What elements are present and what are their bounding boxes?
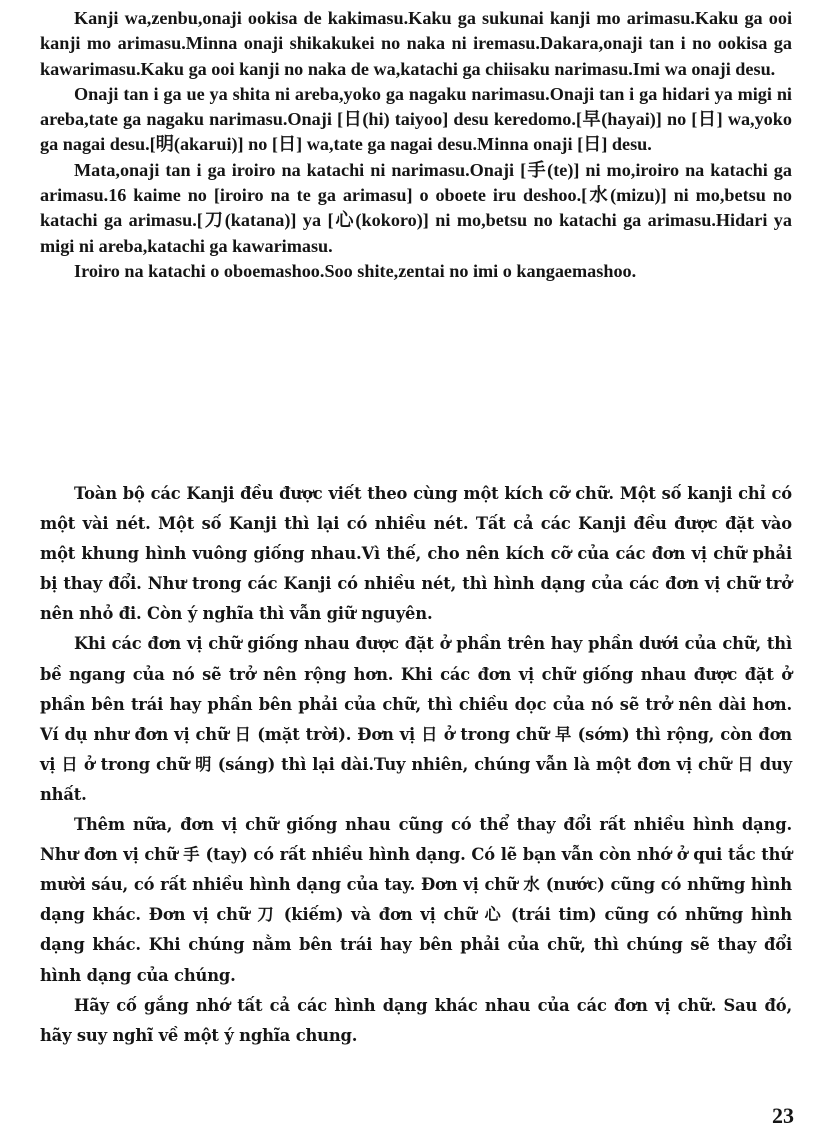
romaji-paragraph-3: Mata,onaji tan i ga iroiro na katachi ni narimasu.Onaji [手(te)] ni mo,iroiro na katachi ga arimasu.16 kaime no [iroiro na te ga arimasu] o oboete iru deshoo.[水(mizu)] ni mo,betsu no katachi ga arimasu.[刀(katana)] ya [心(kokoro)] ni mo,betsu no katachi ga arimasu.Hidari ya migi ni areba,katachi ga kawarimasu.	[40, 159, 792, 256]
page-number: 23	[772, 1104, 794, 1123]
romaji-paragraph-4: Iroiro na katachi o oboemashoo.Soo shite,zentai no imi o kangaemashoo.	[74, 260, 637, 281]
vietnamese-paragraph-3: Thêm nữa, đơn vị chữ giống nhau cũng có thể thay đổi rất nhiều hình dạng. Như đơn vị chữ 手 (tay) có rất nhiều hình dạng. Có lẽ bạn vẫn còn nhớ ở qui tắc thứ mười sáu, có rất nhiều hình dạng của tay. Đơn vị chữ 水 (nước) cũng có những hình dạng khác. Đơn vị chữ 刀 (kiếm) và đơn vị chữ 心 (trái tim) cũng có những hình dạng khác. Khi chúng nằm bên trái hay bên phải của chữ, thì chúng sẽ thay đổi hình dạng của chúng.	[40, 815, 792, 985]
vietnamese-text-section	[40, 479, 792, 1051]
vietnamese-paragraph-2: Khi các đơn vị chữ giống nhau được đặt ở phần trên hay phần dưới của chữ, thì bề ngang của nó sẽ trở nên rộng hơn. Khi các đơn vị chữ giống nhau được đặt ở phần bên trái hay phần bên phải của chữ, thì chiều dọc của nó sẽ trở nên dài hơn. Ví dụ như đơn vị chữ 日 (mặt trời). Đơn vị 日 ở trong chữ 早 (sớm) thì rộng, còn đơn vị 日 ở trong chữ 明 (sáng) thì lại dài.Tuy nhiên, chúng vẫn là một đơn vị chữ 日 duy nhất.	[40, 634, 792, 804]
vietnamese-paragraph-1: Toàn bộ các Kanji đều được viết theo cùng một kích cỡ chữ. Một số kanji chỉ có một vài nét. Một số Kanji thì lại có nhiều nét. Tất cả các Kanji đều được đặt vào một khung hình vuông giống nhau.Vì thế, cho nên kích cỡ của các đơn vị chữ phải bị thay đổi. Như trong các Kanji có nhiều nét, thì hình dạng của các đơn vị chữ trở nên nhỏ đi. Còn ý nghĩa thì vẫn giữ nguyên.	[40, 484, 792, 624]
vietnamese-paragraph-4: Hãy cố gắng nhớ tất cả các hình dạng khác nhau của các đơn vị chữ. Sau đó, hãy suy nghĩ về một ý nghĩa chung.	[40, 995, 792, 1045]
romaji-text-section	[40, 6, 792, 284]
romaji-paragraph-1: Kanji wa,zenbu,onaji ookisa de kakimasu.Kaku ga sukunai kanji mo arimasu.Kaku ga ooi kanji mo arimasu.Minna onaji shikakukei no naka ni iremasu.Dakara,onaji tan i no ookisa ga kawarimasu.Kaku ga ooi kanji no naka de wa,katachi ga chiisaku narimasu.Imi wa onaji desu.	[40, 8, 792, 79]
romaji-paragraph-2: Onaji tan i ga ue ya shita ni areba,yoko ga nagaku narimasu.Onaji tan i ga hidari ya migi ni areba,tate ga nagaku narimasu.Onaji [日(hi) taiyoo] desu keredomo.[早(hayai)] no [日] wa,yoko ga nagai desu.[明(akarui)] no [日] wa,tate ga nagai desu.Minna onaji [日] desu.	[40, 83, 792, 155]
